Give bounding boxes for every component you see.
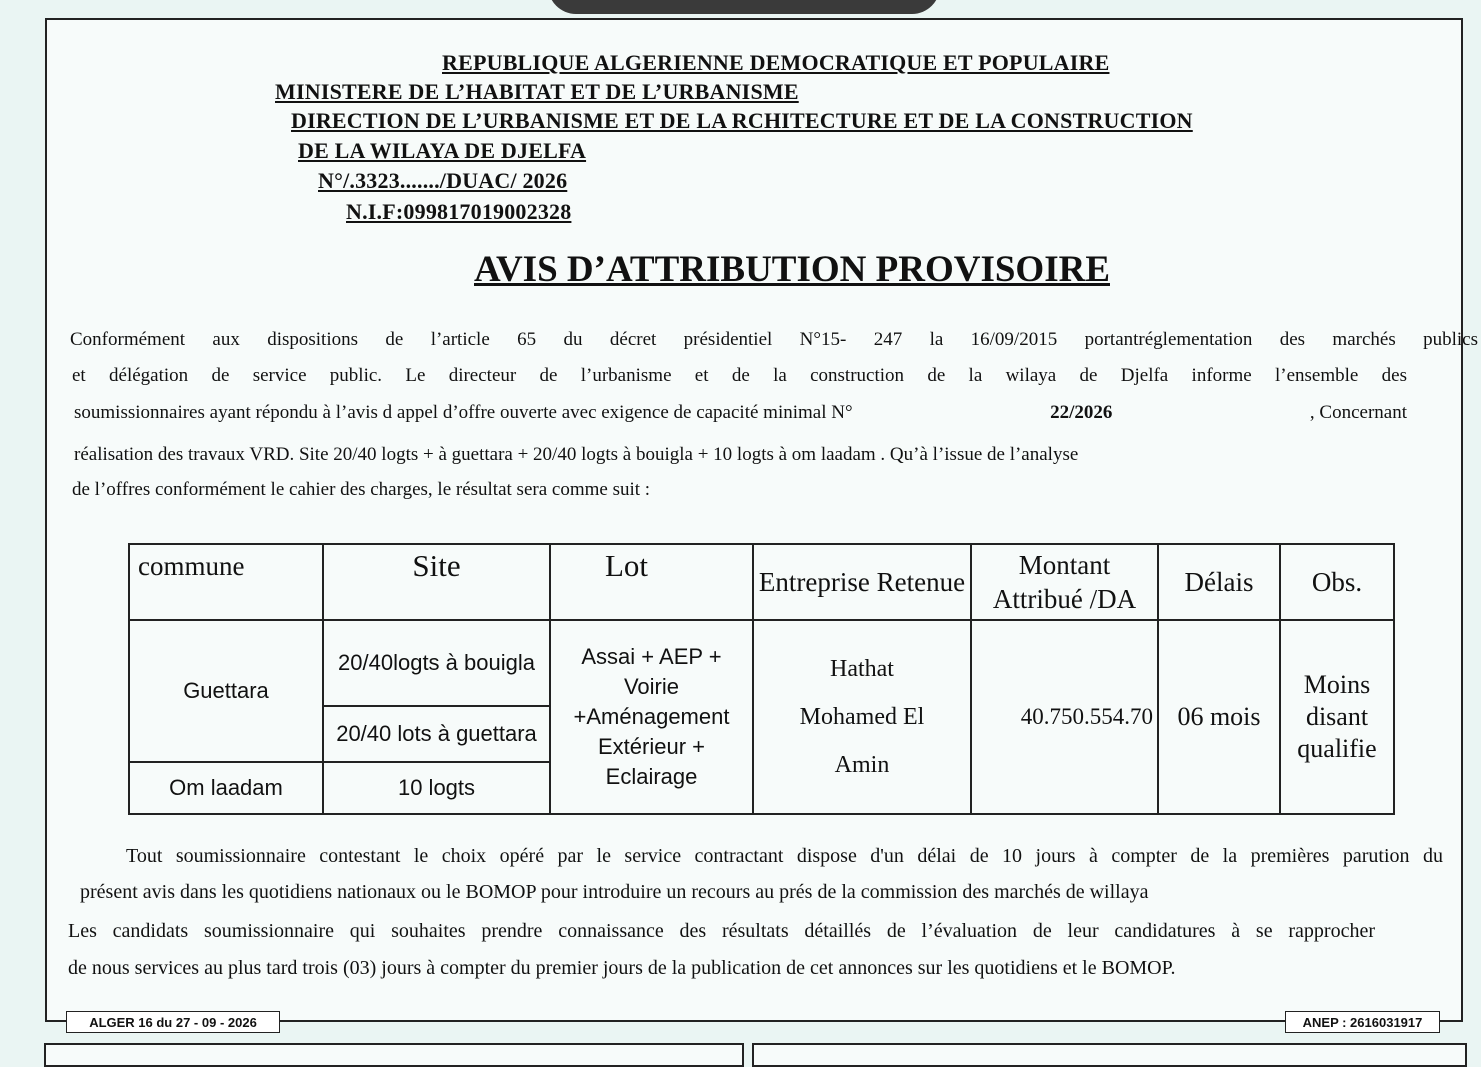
header-site: Site (323, 544, 550, 620)
entreprise-line-1: Hathat (830, 656, 894, 682)
intro-line-3 (74, 402, 1407, 424)
intro-line-2: et délégation de service public. Le directeur de l’urbanisme et de la construction de la wilaya de Djelfa informe l’ensemble des (72, 365, 1407, 386)
entreprise-line-3: Amin (834, 752, 890, 778)
results-table (128, 543, 1395, 815)
table-row (129, 620, 1394, 706)
closing-line-1: Tout soumissionnaire contestant le choix opéré par le service contractant dispose d'un délai de 10 jours à compter de la premières parution du (126, 845, 1443, 867)
header-reference: N°/.3323......./DUAC/ 2026 (318, 168, 568, 193)
cell-obs: Moins disant qualifie (1280, 620, 1394, 814)
cell-commune-om-laadam: Om laadam (129, 762, 323, 814)
intro-line-4: réalisation des travaux VRD. Site 20/40 logts + à guettara + 20/40 logts à bouigla + 10 logts à om laadam . Qu’à l’issue de l’analyse (74, 444, 1079, 465)
intro-line-3-text: soumissionnaires ayant répondu à l’avis d appel d’offre ouverte avec exigence de capacité minimal N° (74, 402, 853, 423)
intro-line-5: de l’offres conformément le cahier des charges, le résultat sera comme suit : (72, 479, 651, 500)
cell-delais: 06 mois (1158, 620, 1280, 814)
notice-title: AVIS D’ATTRIBUTION PROVISOIRE (474, 249, 1110, 290)
header-nif: N.I.F:099817019002328 (346, 199, 572, 224)
cell-entreprise (753, 620, 971, 814)
cell-commune-guettara: Guettara (129, 620, 323, 762)
cell-montant: 40.750.554.70 (971, 620, 1158, 814)
newspaper-tab-decoration (548, 0, 940, 14)
header-commune: commune (129, 544, 323, 620)
cell-site-bouigla: 20/40logts à bouigla (323, 620, 550, 706)
tender-number: 22/2026 (1050, 402, 1113, 423)
header-wilaya: DE LA WILAYA DE DJELFA (298, 138, 587, 163)
closing-line-3: Les candidats soumissionnaire qui souhaites prendre connaissance des résultats détaillés de l’évaluation de leur candidatures à se rapprocher (68, 920, 1375, 942)
intro-line-1: Conformément aux dispositions de l’article 65 du décret présidentiel N°15- 247 la 16/09/2015 portantréglementation des marchés publics (70, 329, 1478, 350)
intro-line-3-end: , Concernant (1309, 402, 1407, 423)
table-header-row (129, 544, 1394, 620)
next-notice-left-box (44, 1043, 744, 1067)
cell-site-om-laadam: 10 logts (323, 762, 550, 814)
cell-lot: Assai + AEP + Voirie +Aménagement Extérieur + Eclairage (550, 620, 753, 814)
header-direction: DIRECTION DE L’URBANISME ET DE LA RCHITECTURE ET DE LA CONSTRUCTION (291, 108, 1193, 133)
header-obs: Obs. (1280, 544, 1394, 620)
next-notice-right-box (752, 1043, 1467, 1067)
entreprise-line-2: Mohamed El (799, 704, 925, 730)
header-montant: Montant Attribué /DA (971, 544, 1158, 620)
header-ministry: MINISTERE DE L’HABITAT ET DE L’URBANISME (275, 79, 799, 104)
header-republic: REPUBLIQUE ALGERIENNE DEMOCRATIQUE ET POPULAIRE (442, 50, 1110, 75)
anep-number-tag: ANEP : 2616031917 (1285, 1011, 1440, 1033)
closing-line-2: présent avis dans les quotidiens nationaux ou le BOMOP pour introduire un recours au prés de la commission des marchés de willaya (80, 881, 1149, 903)
publication-date-tag: ALGER 16 du 27 - 09 - 2026 (66, 1011, 280, 1033)
closing-line-4: de nous services au plus tard trois (03) jours à compter du premier jours de la publication de cet annonces sur les quotidiens et le BOMOP. (68, 957, 1176, 979)
notice-frame (45, 18, 1463, 1022)
header-delais: Délais (1158, 544, 1280, 620)
cell-site-guettara: 20/40 lots à guettara (323, 706, 550, 762)
header-lot: Lot (550, 544, 753, 620)
header-entreprise: Entreprise Retenue (753, 544, 971, 620)
